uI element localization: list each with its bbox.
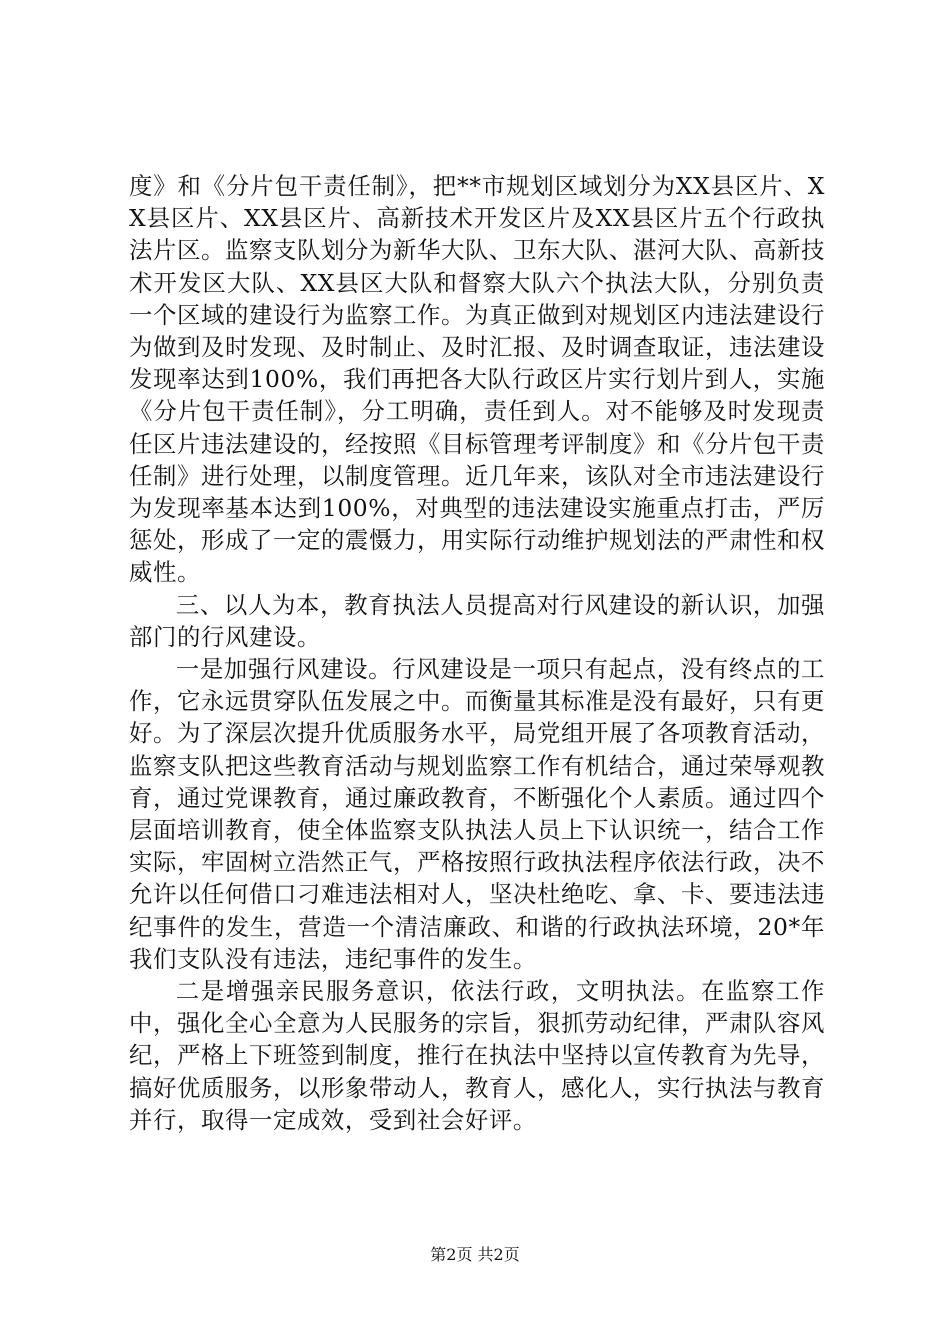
paragraph-4: 二是增强亲民服务意识，依法行政，文明执法。在监察工作中，强化全心全意为人民服务的宗旨，狠抓劳动纪律，严肃队容风纪，严格上下班签到制度，推行在执法中坚持以宣传教育为先导，搞好优质服务，以形象带动人，教育人，感化人，实行执法与教育并行，取得一定成效，受到社会好评。: [129, 977, 825, 1134]
document-body: [129, 170, 825, 1136]
paragraph-3: 一是加强行风建设。行风建设是一项只有起点，没有终点的工作，它永远贯穿队伍发展之中。而衡量其标准是没有最好，只有更好。为了深层次提升优质服务水平，局党组开展了各项教育活动，监察支队把这些教育活动与规划监察工作有机结合，通过荣辱观教育，通过党课教育，通过廉政教育，不断强化个人素质。通过四个层面培训教育，使全体监察支队执法人员上下认识统一，结合工作实际，牢固树立浩然正气，严格按照行政执法程序依法行政，决不允许以任何借口刁难违法相对人，坚决杜绝吃、拿、卡、要违法违纪事件的发生，营造一个清洁廉政、和谐的行政执法环境，20*年我们支队没有违法，违纪事件的发生。: [129, 655, 825, 973]
paragraph-1: 度》和《分片包干责任制》，把**市规划区域划分为XX县区片、XX县区片、XX县区片、高新技术开发区片及XX县区片五个行政执法片区。监察支队划分为新华大队、卫东大队、湛河大队、高新技术开发区大队、XX县区大队和督察大队六个执法大队，分别负责一个区域的建设行为监察工作。为真正做到对规划区内违法建设行为做到及时发现、及时制止、及时汇报、及时调查取证，违法建设发现率达到100%，我们再把各大队行政区片实行划片到人，实施《分片包干责任制》，分工明确，责任到人。对不能够及时发现责任区片违法建设的，经按照《目标管理考评制度》和《分片包干责任制》进行处理，以制度管理。近几年来，该队对全市违法建设行为发现率基本达到100%，对典型的违法建设实施重点打击，严厉惩处，形成了一定的震慑力，用实际行动维护规划法的严肃性和权威性。: [129, 172, 825, 587]
paragraph-2: 三、以人为本，教育执法人员提高对行风建设的新认识，加强部门的行风建设。: [129, 590, 825, 651]
page-footer: 第2页 共2页: [430, 1245, 520, 1264]
